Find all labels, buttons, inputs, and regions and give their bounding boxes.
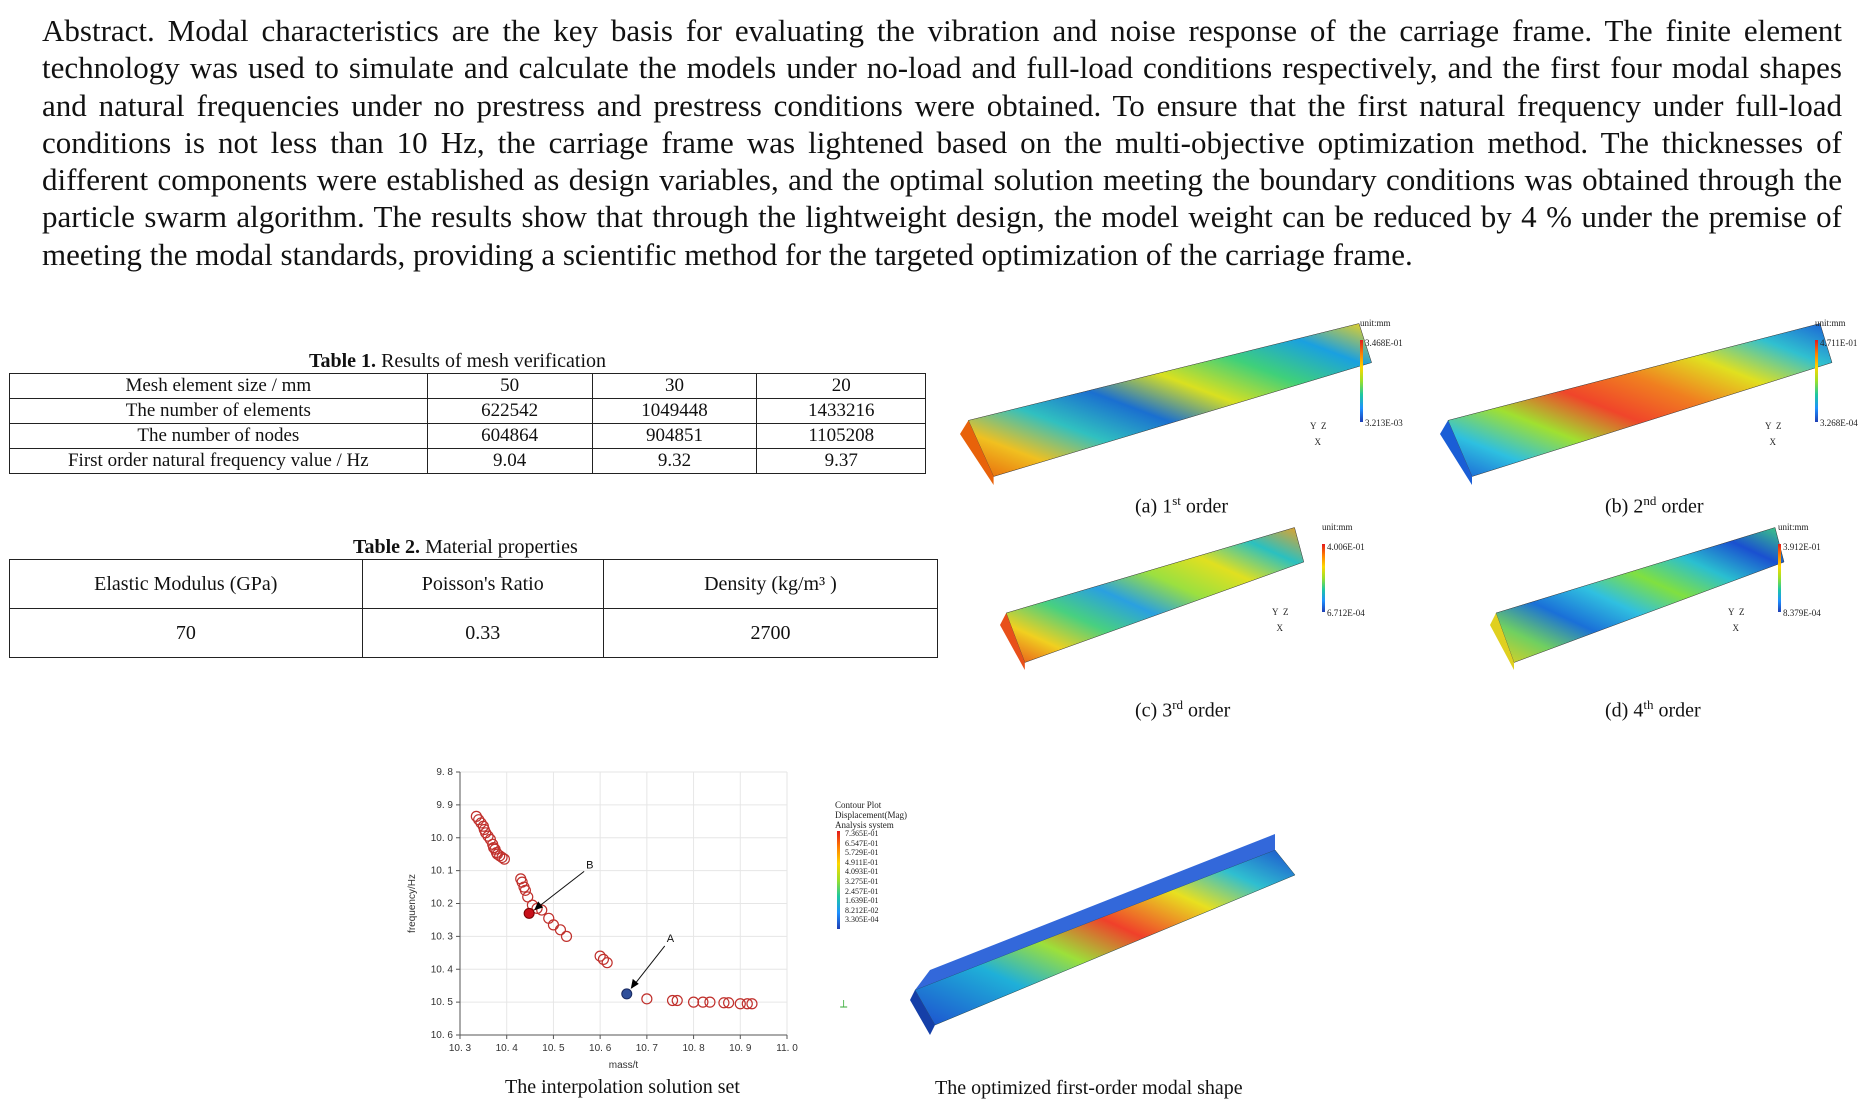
table1-row-label: First order natural frequency value / Hz	[10, 449, 428, 474]
y-tick-label: 10. 4	[430, 964, 453, 976]
table1-row-label: The number of elements	[10, 399, 428, 424]
optimized-colorbar	[837, 831, 840, 929]
optimized-legend-value: 7.365E-01	[845, 829, 879, 838]
x-tick-label: 11. 0	[776, 1043, 798, 1054]
table2-header-density: Density (kg/m³ )	[603, 560, 937, 609]
table1-cell: 1105208	[757, 424, 926, 449]
y-tick-label: 10. 3	[430, 931, 453, 943]
x-tick-label: 10. 7	[635, 1043, 658, 1054]
mode-shape-4-model	[1490, 520, 1790, 670]
x-tick-label: 10. 3	[448, 1043, 472, 1054]
y-tick-label: 10. 1	[430, 865, 453, 877]
table2-value-poisson: 0.33	[362, 609, 603, 658]
mode-1-caption: (a) 1st order	[1135, 493, 1229, 518]
table1-cell: 1049448	[592, 399, 757, 424]
table1-cell: 30	[592, 374, 757, 399]
abstract: Abstract. Modal characteristics are the key basis for evaluating the vibration and noise response of the carriage frame. The finite element technology was used to simulate and calculate the models under no-load and full-load conditions respectively, and the first four modal shapes and natural frequencies under no prestress and prestress conditions were obtained. To ensure that the first natural frequency under full-load conditions is not less than 10 Hz, the carriage frame was lightened based on the multi-objective optimization method. The thicknesses of different components were established as design variables, and the optimal solution meeting the boundary conditions was obtained through the particle swarm algorithm. The results show that through the lightweight design, the model weight can be reduced by 4 % under the premise of meeting the modal standards, providing a scientific method for the targeted optimization of the carriage frame.	[42, 13, 1842, 272]
y-tick-label: 10. 2	[430, 898, 453, 910]
mode-3-caption: (c) 3rd order	[1135, 697, 1231, 722]
table1-row	[10, 424, 926, 449]
table1-cell: 622542	[427, 399, 592, 424]
mode-4-unit: unit:mm	[1778, 522, 1809, 532]
x-tick-label: 10. 6	[589, 1043, 612, 1054]
scatter-point	[555, 925, 565, 935]
mode-4-colorbar	[1778, 544, 1781, 612]
x-tick-label: 10. 8	[682, 1043, 705, 1054]
optimized-axis-triad: ⟂	[840, 998, 848, 1010]
scatter-point	[520, 885, 530, 895]
mode-2-unit: unit:mm	[1815, 318, 1846, 328]
optimized-legend-value: 5.729E-01	[845, 848, 879, 858]
optimized-legend-value: 3.305E-04	[845, 915, 879, 925]
table1-cell: 9.04	[427, 449, 592, 474]
optimized-mode-shape	[875, 820, 1305, 1050]
optimized-legend-values	[845, 829, 879, 925]
optimized-caption: The optimized first-order modal shape	[935, 1077, 1243, 1099]
mode-4-min: 8.379E-04	[1783, 608, 1821, 618]
table1-row-label: The number of nodes	[10, 424, 428, 449]
mode-3-axis-triad: Y Z X	[1272, 607, 1289, 633]
mode-2-caption: (b) 2nd order	[1605, 493, 1704, 518]
y-tick-label: 9. 8	[436, 767, 453, 778]
label-a: A	[666, 932, 675, 945]
x-axis-label: mass/t	[608, 1060, 639, 1070]
x-tick-label: 10. 4	[495, 1043, 518, 1054]
chart-caption: The interpolation solution set	[505, 1076, 740, 1098]
mode-3-unit: unit:mm	[1322, 522, 1353, 532]
mode-shape-1-model	[960, 315, 1380, 485]
label-b: B	[586, 859, 594, 872]
mode-3-colorbar	[1322, 544, 1325, 612]
highlight-point-b	[524, 908, 534, 918]
optimized-legend-value: 3.275E-01	[845, 876, 879, 886]
mode-4-max: 3.912E-01	[1783, 542, 1821, 552]
arrow-a	[632, 946, 665, 988]
table2-header-modulus: Elastic Modulus (GPa)	[10, 560, 363, 609]
mode-2-max: 4.711E-01	[1820, 338, 1858, 348]
y-tick-label: 10. 5	[430, 997, 453, 1009]
x-tick-label: 10. 9	[729, 1043, 752, 1054]
table2	[9, 559, 938, 658]
mode-shape-3	[1000, 520, 1310, 675]
table1-cell: 9.37	[757, 449, 926, 474]
mode-4-caption: (d) 4th order	[1605, 697, 1701, 722]
table1-cell: 904851	[592, 424, 757, 449]
table2-value-modulus: 70	[10, 609, 363, 658]
table2-caption: Table 2. Material properties	[353, 536, 578, 558]
mode-2-axis-triad: Y Z X	[1765, 421, 1782, 447]
table1-cell: 50	[427, 374, 592, 399]
table1-cell: 604864	[427, 424, 592, 449]
table1-cell: 1433216	[757, 399, 926, 424]
y-tick-label: 9. 9	[436, 799, 453, 811]
optimized-legend-value: 4.093E-01	[845, 867, 879, 877]
mode-2-min: 3.268E-04	[1820, 418, 1858, 428]
mode-1-min: 3.213E-03	[1365, 418, 1403, 428]
mode-1-colorbar	[1360, 340, 1363, 422]
mode-2-colorbar	[1815, 340, 1818, 422]
optimized-legend-value: 1.639E-01	[845, 896, 879, 906]
table2-header-poisson: Poisson's Ratio	[362, 560, 603, 609]
table1-row-label: Mesh element size / mm	[10, 374, 428, 399]
table1-row	[10, 399, 926, 424]
y-axis-label: frequency/Hz	[407, 874, 418, 933]
mode-shape-1	[960, 315, 1380, 490]
mode-1-max: 3.468E-01	[1365, 338, 1403, 348]
y-tick-label: 10. 0	[430, 832, 453, 844]
mode-3-max: 4.006E-01	[1327, 542, 1365, 552]
table2-value-density: 2700	[603, 609, 937, 658]
optimized-legend-value: 8.212E-02	[845, 905, 879, 915]
optimized-legend-value: 2.457E-01	[845, 886, 879, 896]
optimized-legend-value: 4.911E-01	[845, 857, 879, 867]
table1	[9, 373, 926, 474]
table1-cell: 20	[757, 374, 926, 399]
interpolation-chart	[395, 755, 815, 1070]
table1-cell: 9.32	[592, 449, 757, 474]
optimized-legend-title: Contour Plot Displacement(Mag) Analysis system	[835, 800, 907, 830]
table1-row	[10, 374, 926, 399]
mode-1-axis-triad: Y Z X	[1310, 421, 1327, 447]
x-tick-label: 10. 5	[542, 1043, 565, 1054]
mode-1-unit: unit:mm	[1360, 318, 1391, 328]
mode-shape-3-model	[1000, 520, 1310, 670]
highlight-point-a	[622, 989, 632, 999]
y-tick-label: 10. 6	[430, 1030, 453, 1041]
table1-caption: Table 1. Results of mesh verification	[309, 350, 607, 372]
mode-shape-4	[1490, 520, 1790, 675]
mode-4-axis-triad: Y Z X	[1728, 607, 1745, 633]
mode-shape-2	[1440, 315, 1840, 490]
mode-3-min: 6.712E-04	[1327, 608, 1365, 618]
mode-shape-2-model	[1440, 315, 1840, 485]
optimized-legend-value: 6.547E-01	[845, 838, 879, 848]
table1-row	[10, 449, 926, 474]
